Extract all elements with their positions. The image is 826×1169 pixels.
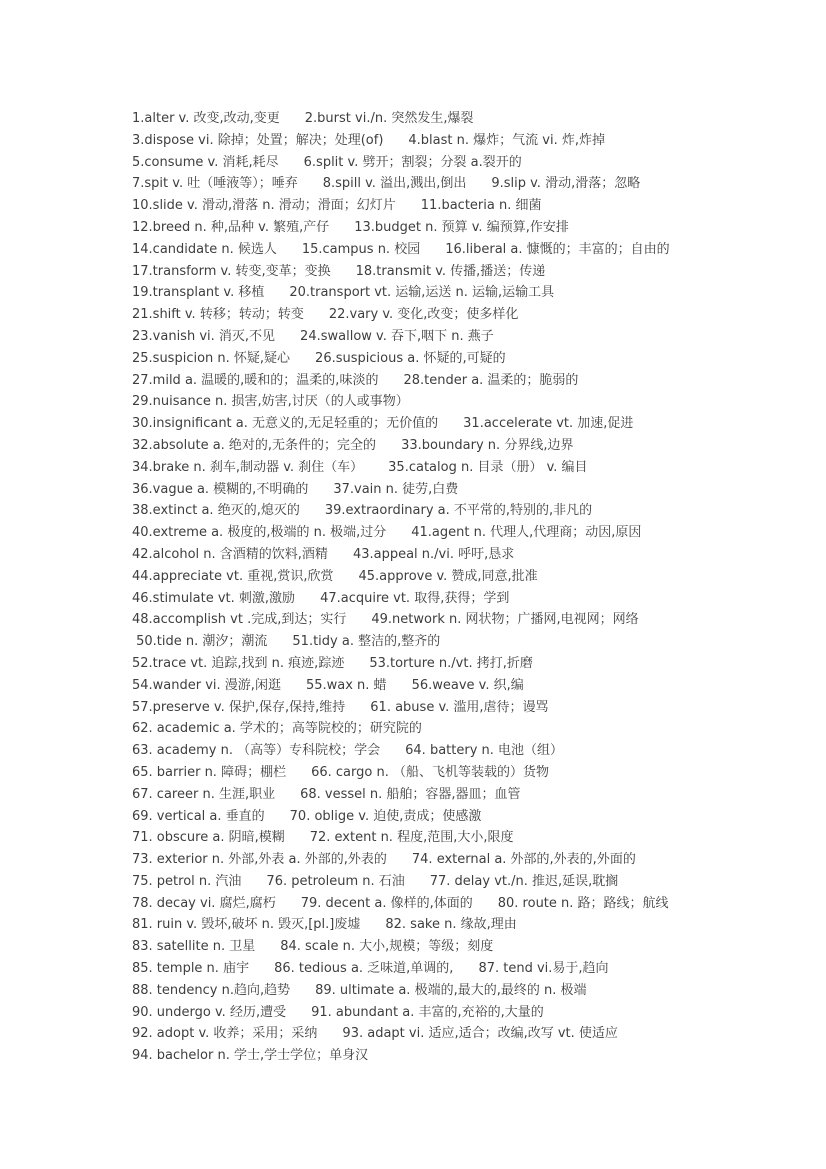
word-entry: 52.trace vt. 追踪,找到 n. 痕迹,踪迹	[132, 655, 345, 671]
word-entry: 82. sake n. 缘故,理由	[385, 917, 517, 933]
word-list-row	[132, 152, 772, 174]
word-entry: 47.acquire vt. 取得,获得；学到	[320, 590, 510, 606]
word-entry: 55.wax n. 蜡	[305, 677, 387, 693]
word-entry: 63. academy n. （高等）专科院校；学会	[132, 743, 381, 759]
word-entry: 17.transform v. 转变,变革；变换	[132, 263, 331, 279]
word-entry: 91. abundant a. 丰富的,充裕的,大量的	[311, 1004, 544, 1020]
word-entry: 8.spill v. 溢出,溅出,倒出	[322, 176, 467, 192]
word-entry: 88. tendency n.趋向,趋势	[132, 982, 291, 998]
word-entry: 27.mild a. 温暖的,暖和的；温柔的,味淡的	[132, 372, 379, 388]
word-entry: 56.weave v. 织,编	[411, 677, 524, 693]
word-entry: 40.extreme a. 极度的,极端的 n. 极端,过分	[132, 525, 387, 541]
word-list-row	[132, 195, 772, 217]
word-entry: 22.vary v. 变化,改变；使多样化	[328, 307, 519, 323]
word-entry: 12.breed n. 种,品种 v. 繁殖,产仔	[132, 219, 330, 235]
word-entry: 5.consume v. 消耗,耗尽	[132, 154, 279, 170]
word-list-row	[132, 806, 772, 828]
word-list-row	[132, 849, 772, 871]
word-list-row	[132, 1023, 772, 1045]
word-entry: 84. scale n. 大小,规模；等级；刻度	[280, 939, 494, 955]
word-entry: 66. cargo n. （船、飞机等装载的）货物	[311, 764, 549, 780]
word-entry: 19.transplant v. 移植	[132, 285, 265, 301]
word-entry: 35.catalog n. 目录（册） v. 编目	[388, 459, 588, 475]
word-entry: 86. tedious a. 乏味道,单调的,	[274, 961, 454, 977]
word-entry: 90. undergo v. 经历,遭受	[132, 1004, 287, 1020]
word-list-row	[132, 784, 772, 806]
word-list-row	[132, 348, 772, 370]
word-entry: 67. career n. 生涯,职业	[132, 786, 276, 802]
word-entry: 50.tide n. 潮汐；潮流	[132, 634, 268, 650]
word-list-row	[132, 914, 772, 936]
word-entry: 76. petroleum n. 石油	[266, 873, 405, 889]
word-entry: 33.boundary n. 分界线,边界	[401, 437, 574, 453]
word-list-row	[132, 108, 772, 130]
word-entry: 6.split v. 劈开；割裂；分裂 a.裂开的	[303, 154, 522, 170]
word-list-row	[132, 500, 772, 522]
word-entry: 34.brake n. 刹车,制动器 v. 刹住（车）	[132, 459, 364, 475]
word-entry: 43.appeal n./vi. 呼吁,恳求	[352, 546, 515, 562]
word-entry: 2.burst vi./n. 突然发生,爆裂	[304, 111, 474, 126]
word-entry: 7.spit v. 吐（唾液等）；唾弃	[132, 176, 298, 192]
word-entry: 48.accomplish vt .完成,到达；实行	[132, 612, 347, 628]
word-entry: 78. decay vi. 腐烂,腐朽	[132, 895, 276, 911]
word-entry: 23.vanish vi. 消灭,不见	[132, 328, 276, 344]
word-list-row	[132, 697, 772, 719]
word-list-row	[132, 675, 772, 697]
word-entry: 30.insignificant a. 无意义的,无足轻重的；无价值的	[132, 416, 439, 432]
word-list-row	[132, 936, 772, 958]
word-entry: 83. satellite n. 卫星	[132, 939, 256, 955]
word-list-row	[132, 326, 772, 348]
word-entry: 69. vertical a. 垂直的	[132, 808, 265, 824]
word-list-row	[132, 457, 772, 479]
word-entry: 32.absolute a. 绝对的,无条件的；完全的	[132, 437, 377, 453]
word-list-row	[132, 217, 772, 239]
word-entry: 92. adopt v. 收养；采用；采纳	[132, 1026, 318, 1042]
word-list-row	[132, 827, 772, 849]
word-list-row	[132, 261, 772, 283]
word-entry: 9.slip v. 滑动,滑落；忽略	[491, 176, 641, 192]
word-entry: 72. extent n. 程度,范围,大小,限度	[309, 830, 514, 846]
word-entry: 41.agent n. 代理人,代理商；动因,原因	[411, 525, 642, 541]
word-entry: 14.candidate n. 候选人	[132, 241, 277, 257]
word-list-row	[132, 435, 772, 457]
word-list-row	[132, 544, 772, 566]
word-list-row	[132, 980, 772, 1002]
word-entry: 51.tidy a. 整洁的,整齐的	[292, 634, 441, 650]
word-entry: 70. oblige v. 迫使,责成；使感激	[289, 808, 482, 824]
word-list-row	[132, 740, 772, 762]
word-list-row	[132, 239, 772, 261]
word-entry: 93. adapt vi. 适应,适合；改编,改写 vt. 使适应	[342, 1026, 618, 1042]
word-entry: 73. exterior n. 外部,外表 a. 外部的,外表的	[132, 852, 387, 868]
word-entry: 1.alter v. 改变,改动,变更	[132, 111, 280, 126]
word-entry: 57.preserve v. 保护,保存,保持,维持	[132, 699, 346, 715]
word-entry: 61. abuse v. 滥用,虐待；谩骂	[370, 699, 549, 715]
word-entry: 64. battery n. 电池（组）	[405, 743, 564, 759]
word-entry: 29.nuisance n. 损害,妨害,讨厌（的人或事物）	[132, 394, 409, 410]
word-entry: 3.dispose vi. 除掉；处置；解决；处理(of)	[132, 132, 384, 148]
word-entry: 13.budget n. 预算 v. 编预算,作安排	[354, 219, 569, 235]
word-list-row	[132, 413, 772, 435]
word-entry: 4.blast n. 爆炸；气流 vi. 炸,炸掉	[408, 132, 605, 148]
word-list-row	[132, 958, 772, 980]
vocabulary-word-list	[132, 108, 772, 1067]
word-entry: 39.extraordinary a. 不平常的,特别的,非凡的	[324, 503, 593, 519]
word-entry: 71. obscure a. 阴暗,模糊	[132, 830, 285, 846]
word-entry: 44.appreciate vt. 重视,赏识,欣赏	[132, 568, 334, 584]
word-list-row	[132, 282, 772, 304]
word-entry: 21.shift v. 转移；转动；转变	[132, 307, 304, 323]
word-list-row	[132, 718, 772, 740]
word-entry: 16.liberal a. 慷慨的；丰富的；自由的	[445, 241, 670, 257]
word-entry: 10.slide v. 滑动,滑落 n. 滑动；滑面；幻灯片	[132, 198, 396, 214]
word-entry: 85. temple n. 庙宇	[132, 961, 250, 977]
word-list-row	[132, 304, 772, 326]
word-entry: 79. decent a. 像样的,体面的	[300, 895, 473, 911]
word-list-row	[132, 653, 772, 675]
word-entry: 37.vain n. 徒劳,白费	[333, 481, 459, 497]
word-list-row	[132, 1045, 772, 1067]
word-entry: 68. vessel n. 船舶；容器,器皿；血管	[300, 786, 521, 802]
word-entry: 77. delay vt./n. 推迟,延误,耽搁	[429, 873, 619, 889]
word-entry: 87. tend vi.易于,趋向	[478, 961, 609, 977]
word-entry: 38.extinct a. 绝灭的,熄灭的	[132, 503, 300, 519]
word-entry: 89. ultimate a. 极端的,最大的,最终的 n. 极端	[315, 982, 587, 998]
word-list-row	[132, 566, 772, 588]
word-entry: 36.vague a. 模糊的,不明确的	[132, 481, 309, 497]
word-entry: 62. academic a. 学术的；高等院校的；研究院的	[132, 721, 422, 737]
word-list-row	[132, 173, 772, 195]
word-entry: 46.stimulate vt. 刺激,激励	[132, 590, 296, 606]
word-list-row	[132, 762, 772, 784]
word-list-row	[132, 370, 772, 392]
word-list-row	[132, 479, 772, 501]
word-entry: 20.transport vt. 运输,运送 n. 运输,运输工具	[289, 285, 555, 301]
word-entry: 28.tender a. 温柔的；脆弱的	[403, 372, 579, 388]
word-entry: 45.approve v. 赞成,同意,批准	[358, 568, 538, 584]
word-list-row	[132, 588, 772, 610]
word-entry: 94. bachelor n. 学士,学士学位；单身汉	[132, 1048, 369, 1064]
word-entry: 25.suspicion n. 怀疑,疑心	[132, 350, 291, 366]
word-entry: 54.wander vi. 漫游,闲逛	[132, 677, 281, 693]
word-list-row	[132, 631, 772, 653]
word-entry: 80. route n. 路；路线；航线	[497, 895, 669, 911]
word-entry: 81. ruin v. 毁坏,破坏 n. 毁灭,[pl.]废墟	[132, 917, 361, 933]
word-entry: 53.torture n./vt. 拷打,折磨	[369, 655, 533, 671]
word-entry: 11.bacteria n. 细菌	[420, 198, 542, 214]
word-entry: 18.transmit v. 传播,播送；传递	[355, 263, 546, 279]
word-entry: 75. petrol n. 汽油	[132, 873, 242, 889]
word-list-row	[132, 871, 772, 893]
word-list-row	[132, 893, 772, 915]
word-list-row	[132, 609, 772, 631]
word-list-row	[132, 391, 772, 413]
word-list-row	[132, 1002, 772, 1024]
word-list-row	[132, 522, 772, 544]
word-entry: 31.accelerate vt. 加速,促进	[463, 416, 634, 432]
word-entry: 74. external a. 外部的,外表的,外面的	[411, 852, 636, 868]
word-entry: 49.network n. 网状物；广播网,电视网；网络	[371, 612, 639, 628]
word-entry: 42.alcohol n. 含酒精的饮料,酒精	[132, 546, 328, 562]
word-list-row	[132, 130, 772, 152]
word-entry: 24.swallow v. 吞下,咽下 n. 燕子	[300, 328, 494, 344]
word-entry: 26.suspicious a. 怀疑的,可疑的	[315, 350, 506, 366]
word-entry: 65. barrier n. 障碍；棚栏	[132, 764, 287, 780]
word-entry: 15.campus n. 校园	[301, 241, 421, 257]
